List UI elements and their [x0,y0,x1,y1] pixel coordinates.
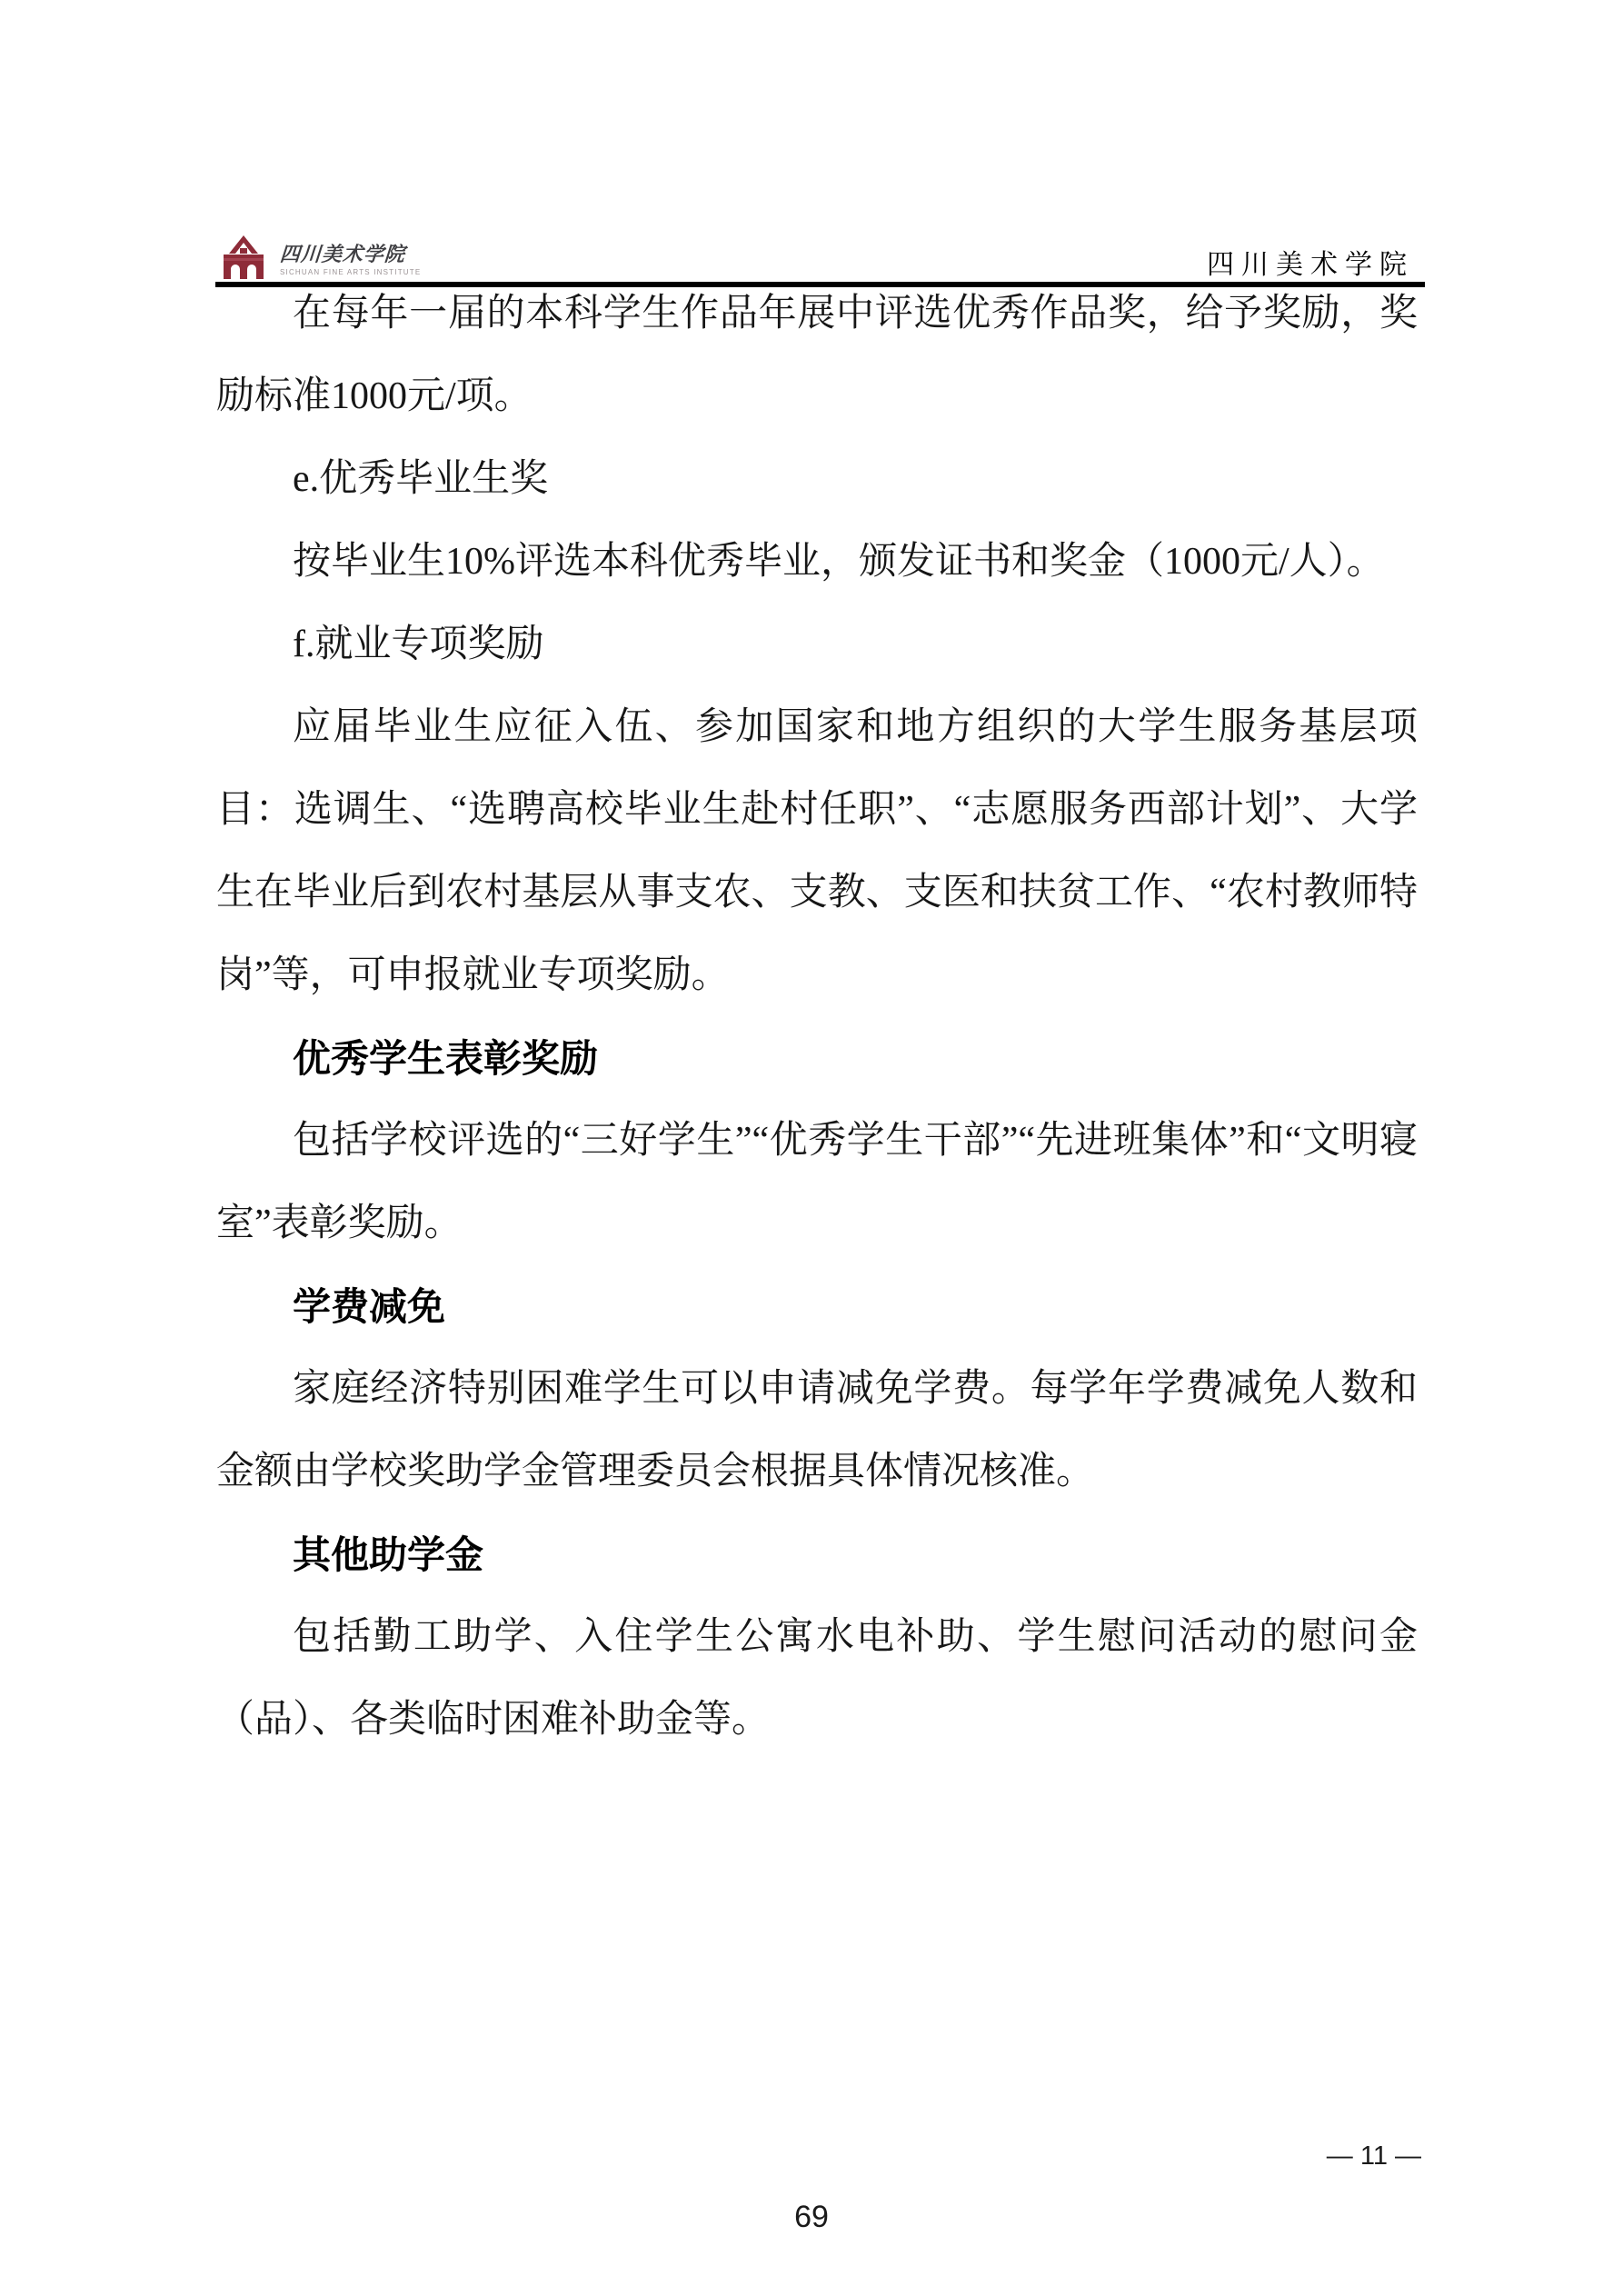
section-page-label: — 11 — [1326,2141,1421,2171]
logo-text [280,235,421,276]
section-heading: 其他助学金 [293,1533,484,1576]
paragraph: 包括勤工助学、入住学生公寓水电补助、学生慰问活动的慰问金（品）、各类临时困难补助金等。 [216,1616,1418,1741]
paragraph: e.优秀毕业生奖 [293,458,549,500]
page-header [0,0,1623,291]
paragraph: 在每年一届的本科学生作品年展中评选优秀作品奖，给予奖励，奖励标准1000元/项。 [216,293,1418,417]
logo-calligraphy-text: 四川美术学院 [279,243,406,265]
paragraph: f.就业专项奖励 [293,624,544,665]
paragraph: 按毕业生10%评选本科优秀毕业，颁发证书和奖金（1000元/人）。 [293,541,1385,583]
paragraph: 应届毕业生应征入伍、参加国家和地方组织的大学生服务基层项目：选调生、“选聘高校毕业生赴村任职”、“志愿服务西部计划”、大学生在毕业后到农村基层从事支农、支教、支医和扶贫工作、“农村教师特岗”等，可申报就业专项奖励。 [216,706,1418,996]
header-school-name: 四川美术学院 [1207,250,1414,280]
document-body [216,273,1418,1762]
page-number: 69 [794,2200,829,2234]
logo-caption-text: SICHUAN FINE ARTS INSTITUTE [280,268,422,276]
paragraph: 包括学校评选的“三好学生”“优秀学生干部”“先进班集体”和“文明寝室”表彰奖励。 [216,1120,1418,1244]
paragraph: 家庭经济特别困难学生可以申请减免学费。每学年学费减免人数和金额由学校奖助学金管理委员会根据具体情况核准。 [216,1368,1418,1492]
section-heading: 优秀学生表彰奖励 [293,1037,599,1080]
section-heading: 学费减免 [293,1285,446,1328]
